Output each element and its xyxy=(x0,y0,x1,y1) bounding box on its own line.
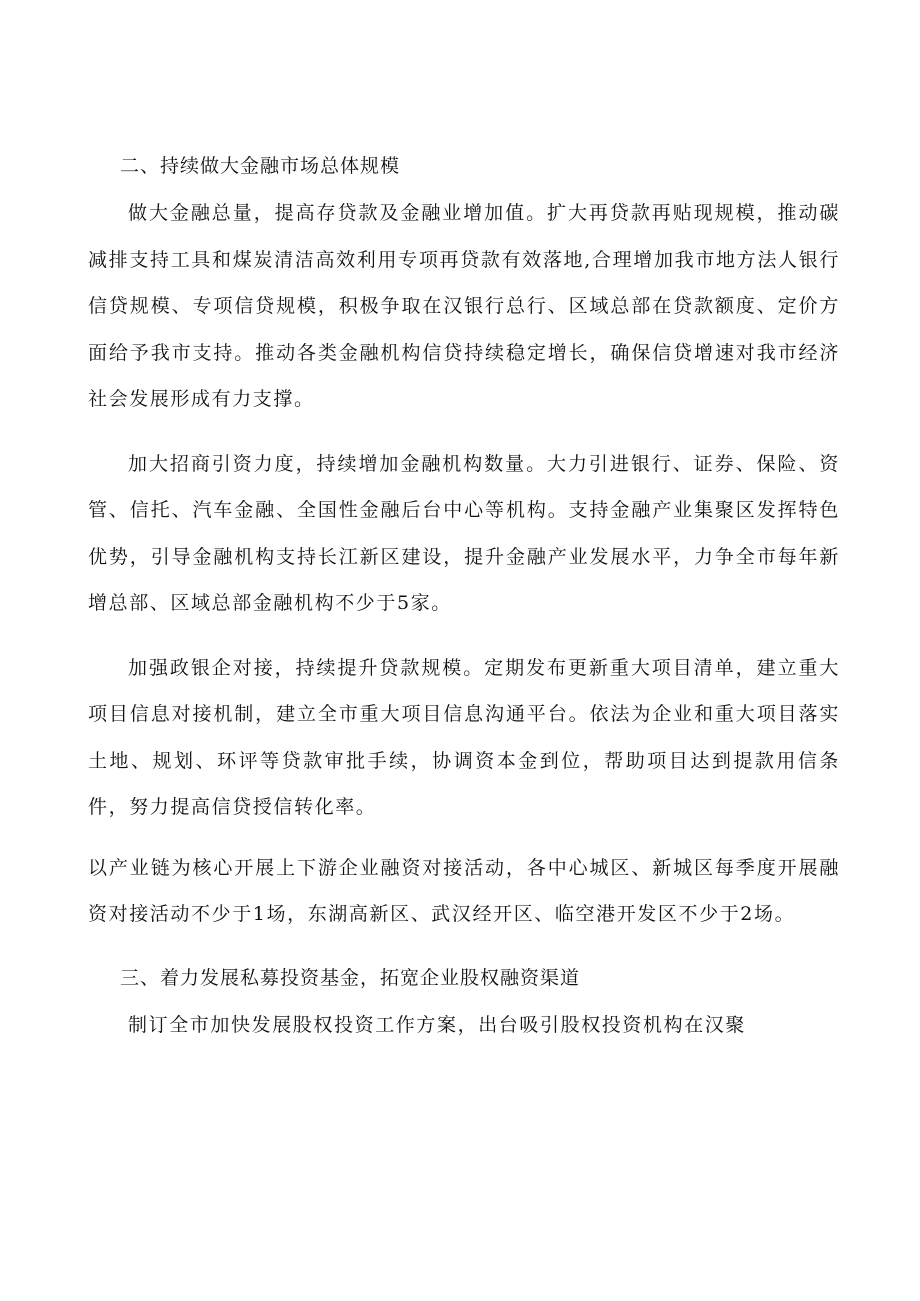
section-heading: 三、着力发展私募投资基金，拓宽企业股权融资渠道 xyxy=(120,966,581,989)
paragraph: 加大招商引资力度，持续增加金融机构数量。大力引进银行、证券、保险、资管、信托、汽车金融、全国性金融后台中心等机构。支持金融产业集聚区发挥特色优势，引导金融机构支持长江新区建设，提升金融产业发展水平，力争全市每年新增总部、区域总部金融机构不少于5家。 xyxy=(88,452,840,614)
paragraph: 加强政银企对接，持续提升贷款规模。定期发布更新重大项目清单，建立重大项目信息对接机制，建立全市重大项目信息沟通平台。依法为企业和重大项目落实土地、规划、环评等贷款审批手续，协调资本金到位，帮助项目达到提款用信条件，努力提高信贷授信转化率。 xyxy=(88,656,840,818)
paragraph: 制订全市加快发展股权投资工作方案，出台吸引股权投资机构在汉聚 xyxy=(128,1013,747,1036)
section-heading: 二、持续做大金融市场总体规模 xyxy=(120,155,401,177)
paragraph: 以产业链为核心开展上下游企业融资对接活动，各中心城区、新城区每季度开展融资对接活动不少于1场，东湖高新区、武汉经开区、临空港开发区不少于2场。 xyxy=(88,856,840,925)
document-page xyxy=(88,146,840,1048)
paragraph: 做大金融总量，提高存贷款及金融业增加值。扩大再贷款再贴现规模，推动碳减排支持工具和煤炭清洁高效利用专项再贷款有效落地,合理增加我市地方法人银行信贷规模、专项信贷规模，积极争取在汉银行总行、区域总部在贷款额度、定价方面给予我市支持。推动各类金融机构信贷持续稳定增长，确保信贷增速对我市经济社会发展形成有力支撑。 xyxy=(88,202,840,410)
